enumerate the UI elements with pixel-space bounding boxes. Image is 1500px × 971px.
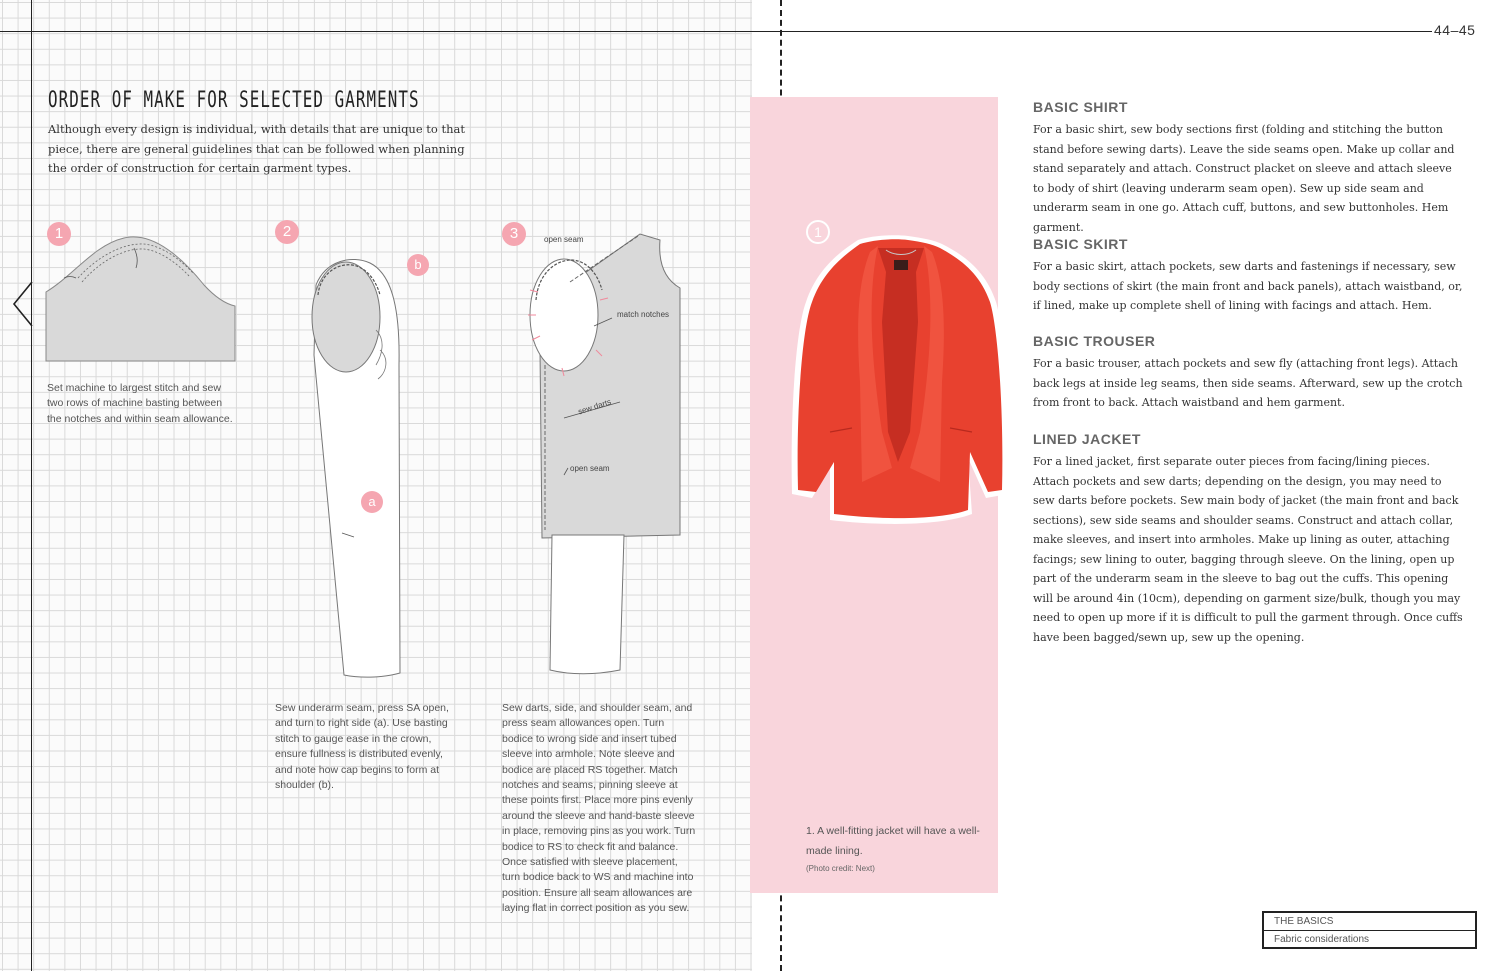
tubed-sleeve-diagram (306, 255, 406, 680)
breadcrumb-subsection: Fabric considerations (1274, 934, 1370, 945)
intro-paragraph: Although every design is individual, with details that are unique to that piece, there are general guidelines that can be followed when planning the order of construction for certain garment types. (48, 122, 466, 175)
photo-number-badge: 1 (806, 220, 830, 244)
left-rule (31, 0, 32, 971)
section-title: BASIC SHIRT (1033, 99, 1128, 115)
breadcrumb (1262, 911, 1477, 949)
label-b-badge: b (407, 254, 429, 276)
section-body: For a basic shirt, sew body sections first (folding and stitching the button stand before sewing darts). Leave the side seams open. Make up collar and stand separately and attach. Construct placket on sleeve and attach sleeve to body of shirt (leaving underarm seam open). Sew up side seam and underarm seam in one go. Attach cuff, buttons, and sew buttonholes. Hem garment. (1033, 123, 1455, 234)
label-sew-darts: sew darts (576, 397, 613, 417)
section-body: For a basic skirt, attach pockets, sew darts and fastenings if necessary, sew body sections of skirt (the main front and back panels), attach waistband, or, if lined, make up complete shell of lining with facings and attach. Hem. (1033, 260, 1463, 312)
section-lined-jacket (1033, 430, 1463, 647)
label-open-seam-side: open seam (570, 464, 610, 473)
red-jacket-photo (790, 232, 1012, 532)
photo-credit: (Photo credit: Next) (806, 864, 875, 873)
step-3-badge: 3 (502, 222, 526, 246)
section-basic-shirt (1033, 98, 1463, 237)
photo-caption: 1. A well-fitting jacket will have a well-made lining. (806, 825, 980, 857)
label-a-badge: a (361, 491, 383, 513)
section-basic-skirt (1033, 235, 1463, 316)
step-2-caption: Sew underarm seam, press SA open, and turn to right side (a). Use basting stitch to gauge ease in the crown, ensure fullness is distributed evenly, and note how cap begins to form at shoulder (b). (275, 702, 449, 792)
page-number: 44–45 (1434, 22, 1476, 38)
section-title: BASIC TROUSER (1033, 333, 1156, 349)
section-title: LINED JACKET (1033, 431, 1141, 447)
section-body: For a basic trouser, attach pockets and sew fly (attaching front legs). Attach back legs at inside leg seams, then side seams. Afterward, sew up the crotch from front to back. Attach waistband and hem garment. (1033, 357, 1463, 409)
step-1-badge: 1 (47, 222, 71, 246)
top-rule (0, 31, 1432, 32)
section-body: For a lined jacket, first separate outer pieces from facing/lining pieces. Attach pockets and sew darts; depending on the design, you may need to sew darts before pockets. Sew main body of jacket (the main front and back sections), sew side seams and shoulder seams. Construct and attach collar, make sleeves, and insert into armholes. Make up lining as outer, attaching facings; sew lining to outer, bagging through sleeve. On the lining, open up part of the underarm seam in the sleeve to bag out the cuffs. This opening will be around 4in (10cm), depending on garment size/bulk, though you may need to open up more if it is difficult to pull the garment through. Once cuffs have been bagged/sewn up, sew up the opening. (1033, 455, 1463, 644)
step-1-caption: Set machine to largest stitch and sew two rows of machine basting between the notches and within seam allowance. (47, 382, 233, 425)
sleeve-cap-basting-diagram (44, 230, 240, 366)
section-basic-trouser (1033, 332, 1463, 413)
section-title: BASIC SKIRT (1033, 236, 1128, 252)
label-match-notches: match notches (617, 310, 670, 319)
breadcrumb-section: THE BASICS (1264, 913, 1475, 931)
page-title: ORDER OF MAKE FOR SELECTED GARMENTS (48, 88, 420, 113)
step-3-caption: Sew darts, side, and shoulder seam, and press seam allowances open. Turn bodice to wrong side and insert tubed sleeve into armhole. Note sleeve and bodice are placed RS together. Match notches and seams, pinning sleeve at these points first. Place more pins evenly around the sleeve and hand-baste sleeve in place, removing pins as you work. Turn bodice to RS to check fit and balance. Once satisfied with sleeve placement, turn bodice back to WS and machine into position. Ensure all seam allowances are laying flat in correct position as you sew. (502, 702, 696, 915)
bodice-sleeve-insertion-diagram (520, 230, 690, 680)
notch-icon (10, 280, 34, 328)
label-open-seam-top: open seam (544, 235, 584, 244)
step-2-badge: 2 (275, 220, 299, 244)
